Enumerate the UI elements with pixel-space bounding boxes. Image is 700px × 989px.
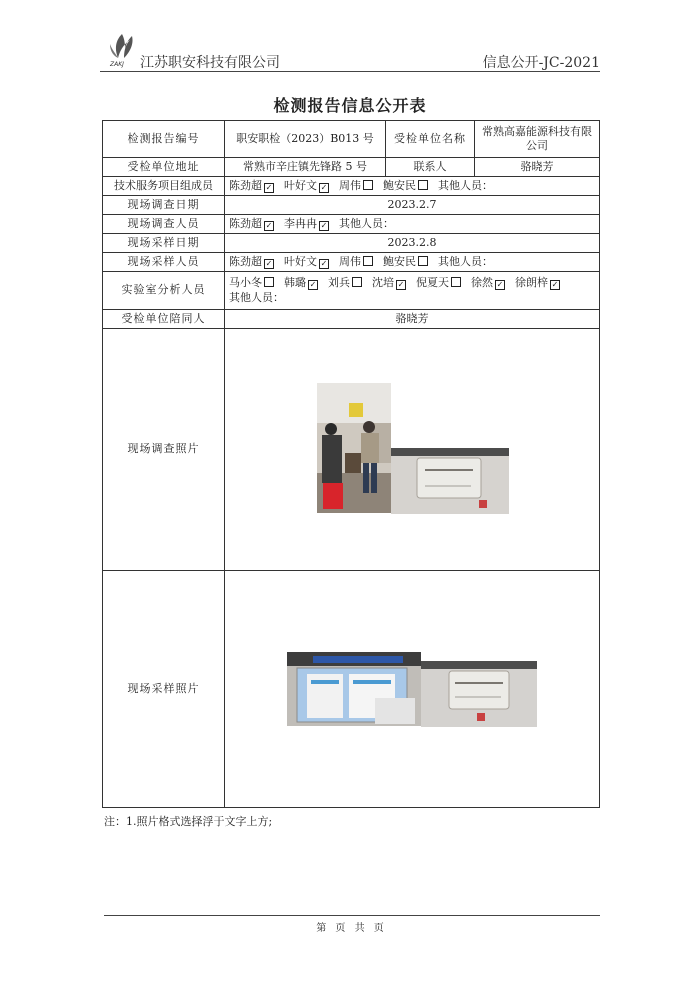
checked-checkbox-icon: ✓ xyxy=(320,220,328,230)
member-item xyxy=(284,217,333,230)
others-label: 其他人员： xyxy=(229,290,284,304)
unit-name-value: 常熟高嘉能源科技有限公司 xyxy=(475,121,600,158)
others-label: 其他人员： xyxy=(339,216,394,230)
unchecked-checkbox-icon xyxy=(418,180,428,190)
table-row xyxy=(103,177,600,196)
footer-divider xyxy=(104,915,600,916)
lab-members xyxy=(225,272,600,310)
lab-list xyxy=(229,276,570,289)
table-row xyxy=(103,158,600,177)
member-item xyxy=(372,276,410,289)
table-row xyxy=(103,215,600,234)
survey-photo-label: 现场调查照片 xyxy=(103,329,225,571)
member-name: 韩璐 xyxy=(284,276,306,290)
checked-checkbox-icon: ✓ xyxy=(496,280,504,290)
others-label: 其他人员： xyxy=(438,178,493,192)
company-name: 江苏职安科技有限公司 xyxy=(140,55,280,71)
table-row xyxy=(103,121,600,158)
table-row xyxy=(103,571,600,808)
page-title: 检测报告信息公开表 xyxy=(273,96,427,115)
member-name: 倪夏天 xyxy=(416,276,449,290)
member-item xyxy=(229,179,278,192)
contact-label: 联系人 xyxy=(386,158,475,177)
samplers-list xyxy=(229,255,438,268)
unchecked-checkbox-icon xyxy=(363,180,373,190)
unchecked-checkbox-icon xyxy=(418,256,428,266)
member-item xyxy=(229,276,278,289)
member-name: 周伟 xyxy=(339,254,361,268)
survey-photo-plaque xyxy=(391,448,509,514)
info-table xyxy=(102,120,600,808)
others-label: 其他人员： xyxy=(438,254,493,268)
member-name: 鲍安民 xyxy=(383,178,416,192)
table-row xyxy=(103,310,600,329)
document-code: 信息公开-JC-2021 xyxy=(482,55,600,71)
table-row xyxy=(103,329,600,571)
page-header xyxy=(100,30,600,74)
table-row xyxy=(103,234,600,253)
lab-label: 实验室分析人员 xyxy=(103,272,225,310)
checked-checkbox-icon: ✓ xyxy=(397,280,405,290)
checked-checkbox-icon: ✓ xyxy=(320,182,328,192)
member-item xyxy=(284,179,333,192)
member-item xyxy=(328,276,366,289)
member-item xyxy=(284,276,322,289)
address-value: 常熟市辛庄镇先锋路 5 号 xyxy=(225,158,386,177)
team-label: 技术服务项目组成员 xyxy=(103,177,225,196)
team-members xyxy=(225,177,600,196)
sampling-photo-cell xyxy=(225,571,600,808)
member-item xyxy=(383,179,432,192)
survey-date-value: 2023.2.7 xyxy=(225,196,600,215)
sampling-photo-label: 现场采样照片 xyxy=(103,571,225,808)
unchecked-checkbox-icon xyxy=(363,256,373,266)
checked-checkbox-icon: ✓ xyxy=(265,220,273,230)
surveyors-list xyxy=(229,217,339,230)
member-name: 徐朗梓 xyxy=(515,276,548,290)
member-name: 叶好文 xyxy=(284,178,317,192)
survey-photo-cell xyxy=(225,329,600,571)
escort-label: 受检单位陪同人 xyxy=(103,310,225,329)
member-name: 周伟 xyxy=(339,178,361,192)
checked-checkbox-icon: ✓ xyxy=(309,280,317,290)
member-item xyxy=(471,276,509,289)
sampling-photo-plaque xyxy=(421,661,537,727)
member-item xyxy=(515,276,564,289)
member-name: 徐然 xyxy=(471,276,493,290)
samplers-label: 现场采样人员 xyxy=(103,253,225,272)
member-name: 李冉冉 xyxy=(284,216,317,230)
member-name: 鲍安民 xyxy=(383,254,416,268)
member-item xyxy=(383,255,432,268)
member-item xyxy=(339,179,377,192)
member-name: 陈劲超 xyxy=(229,178,262,192)
sampling-photo-board xyxy=(287,652,421,726)
member-name: 刘兵 xyxy=(328,276,350,290)
address-label: 受检单位地址 xyxy=(103,158,225,177)
checked-checkbox-icon: ✓ xyxy=(320,258,328,268)
survey-date-label: 现场调查日期 xyxy=(103,196,225,215)
member-name: 叶好文 xyxy=(284,254,317,268)
report-no-label: 检测报告编号 xyxy=(103,121,225,158)
member-name: 马小冬 xyxy=(229,276,262,290)
table-row xyxy=(103,253,600,272)
member-item xyxy=(284,255,333,268)
contact-value: 骆晓芳 xyxy=(475,158,600,177)
unchecked-checkbox-icon xyxy=(352,277,362,287)
note-text: 注：1.照片格式选择浮于文字上方; xyxy=(104,815,273,828)
samplers-members xyxy=(225,253,600,272)
survey-photo-people xyxy=(317,383,391,513)
escort-value: 骆晓芳 xyxy=(225,310,600,329)
table-row xyxy=(103,272,600,310)
sampling-date-value: 2023.2.8 xyxy=(225,234,600,253)
surveyors-label: 现场调查人员 xyxy=(103,215,225,234)
member-item xyxy=(339,255,377,268)
checked-checkbox-icon: ✓ xyxy=(551,280,559,290)
team-list xyxy=(229,179,438,192)
page-footer: 第 页 共 页 xyxy=(316,923,384,934)
logo-text: ZAKJ xyxy=(110,61,124,68)
unchecked-checkbox-icon xyxy=(264,277,274,287)
checked-checkbox-icon: ✓ xyxy=(265,182,273,192)
unchecked-checkbox-icon xyxy=(451,277,461,287)
header-divider xyxy=(100,71,600,72)
member-name: 陈劲超 xyxy=(229,254,262,268)
member-item xyxy=(416,276,465,289)
checked-checkbox-icon: ✓ xyxy=(265,258,273,268)
member-item xyxy=(229,255,278,268)
unit-name-label: 受检单位名称 xyxy=(386,121,475,158)
sampling-date-label: 现场采样日期 xyxy=(103,234,225,253)
table-row xyxy=(103,196,600,215)
member-name: 沈培 xyxy=(372,276,394,290)
member-item xyxy=(229,217,278,230)
member-name: 陈劲超 xyxy=(229,216,262,230)
surveyors-members xyxy=(225,215,600,234)
report-no-value: 职安职检（2023）B013 号 xyxy=(225,121,386,158)
